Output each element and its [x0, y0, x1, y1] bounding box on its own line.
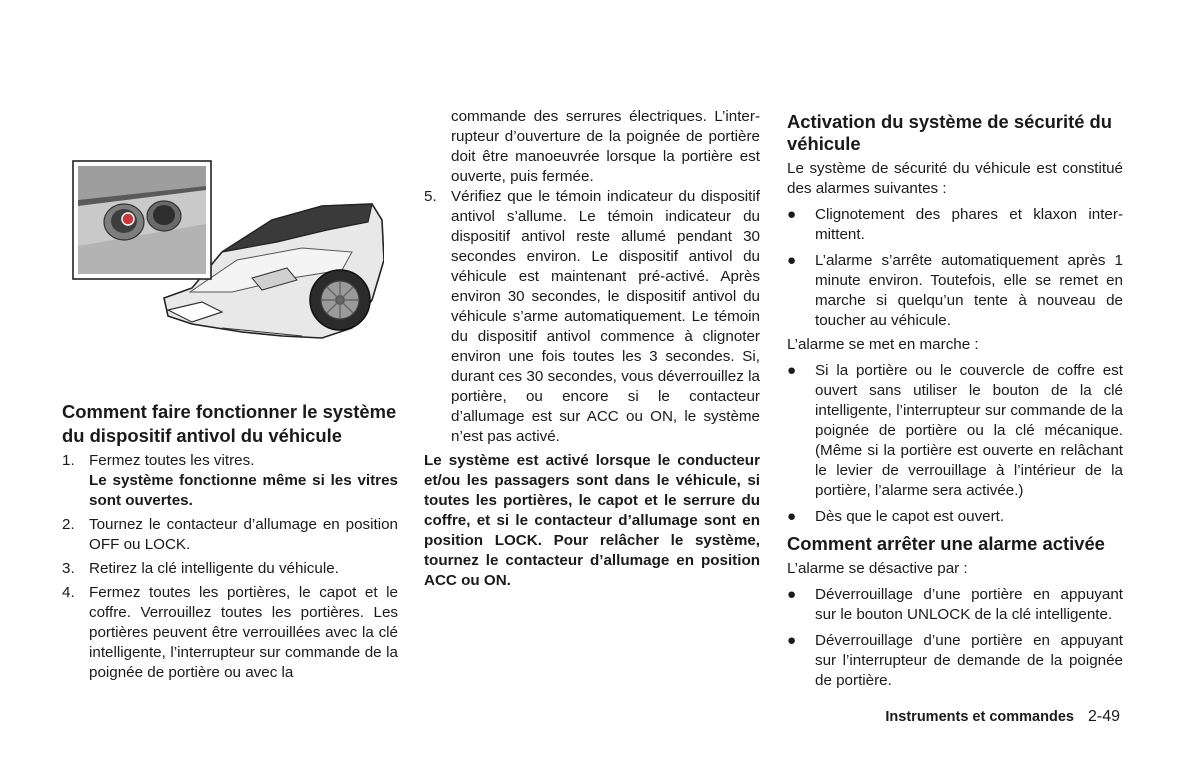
page-number: 2-49: [1087, 708, 1120, 725]
bullet-icon: ●: [787, 586, 797, 603]
bullet-icon: ●: [787, 632, 797, 649]
list-item: ● Déverrouillage d’une portière en appuyant sur le bouton UNLOCK de la clé intelligente.: [787, 586, 1123, 623]
section-heading-stop-alarm: Comment arrêter une alarme activée: [787, 533, 1105, 554]
activation-warning: Le système est activé lorsque le conducteur et/ou les passagers sont dans le véhicule, si toutes les portières, le capot et le serrure du coffre, et si le contacteur d’allumage sont en position LOCK. Pour relâcher le système, tournez le contacteur d’allumage en position ACC ou ON.: [424, 452, 760, 589]
footer-section-title: Instruments et commandes: [885, 709, 1074, 725]
list-item: ● Si la portière ou le couvercle de coffre est ouvert sans utiliser le bouton de la clé intelligente, l’interrupteur sur commande de la poignée de portière ou la clé mécanique. (Même si la portière est ouverte en relâchant le levier de verrouillage à l’intérieur de la portière, l’alarme sera activée.): [787, 362, 1123, 499]
activation-intro: Le système de sécurité du véhicule est constitué des alarmes suivantes :: [787, 160, 1123, 197]
indicator-inset: [73, 161, 211, 279]
step-4-continued: commande des serrures électriques. L’interrupteur d’ouverture de la poignée de portière doit être manoeuvrée lorsque la portière est ouverte, puis fermée.: [451, 108, 760, 185]
bullet-icon: ●: [787, 508, 797, 525]
list-item: ● L’alarme s’arrête automatiquement après 1 minute environ. Toutefois, elle se remet en marche si quelqu’un tente à nouveau de toucher au véhicule.: [787, 252, 1123, 329]
section-heading-operation: Comment faire fonctionner le système du dispositif antivol du véhicule: [62, 401, 397, 446]
page-footer: [885, 707, 1120, 727]
step-3: 3. Retirez la clé intelligente du véhicule.: [62, 560, 339, 577]
middle-column: [424, 107, 760, 591]
step-5: 5. Vérifiez que le témoin indicateur du dispositif antivol s’allume. Le témoin indicateur du dispositif antivol reste allumé pendant 30 secondes environ. Le dispositif antivol du véhicule est maintenant pré-activé. Après environ 30 secondes, le dispositif antivol du véhicule s’arme automatiquement. Le témoin du dispositif antivol commence à clignoter environ une fois toutes les 3 secondes. Si, durant ces 30 secondes, vous déverrouillez la portière, ou encore si le contacteur d’allumage est sur ACC ou ON, le système n’est pas activé.: [424, 188, 760, 445]
bullet-icon: ●: [787, 252, 797, 269]
alarm-stop-intro: L’alarme se désactive par :: [787, 560, 968, 577]
step-1: 1. Fermez toutes les vitres.: [62, 452, 255, 469]
right-column: [787, 111, 1123, 691]
section-heading-activation: Activation du système de sécurité du véhicule: [787, 111, 1112, 154]
security-indicator-light-icon: [122, 213, 134, 225]
bullet-icon: ●: [787, 362, 797, 379]
left-column: [62, 400, 398, 683]
alarm-trigger-intro: L’alarme se met en marche :: [787, 336, 979, 353]
list-item: ● Clignotement des phares et klaxon intermittent.: [787, 206, 1123, 243]
step-4: 4. Fermez toutes les portières, le capot et le coffre. Verrouillez toutes les portières. Les portières peuvent être verrouillées avec la clé intelligente, l’interrupteur sur commande de la poignée de portière ou avec la: [62, 584, 398, 681]
list-item: ● Déverrouillage d’une portière en appuyant sur l’interrupteur de demande de la poignée de portière.: [787, 632, 1123, 689]
step-2: 2. Tournez le contacteur d’allumage en position OFF ou LOCK.: [62, 516, 398, 553]
security-indicator-illustration: [72, 160, 384, 344]
bullet-icon: ●: [787, 206, 797, 223]
step-1-note: Le système fonctionne même si les vitres sont ouvertes.: [89, 472, 398, 509]
list-item: ● Dès que le capot est ouvert.: [787, 508, 1005, 525]
